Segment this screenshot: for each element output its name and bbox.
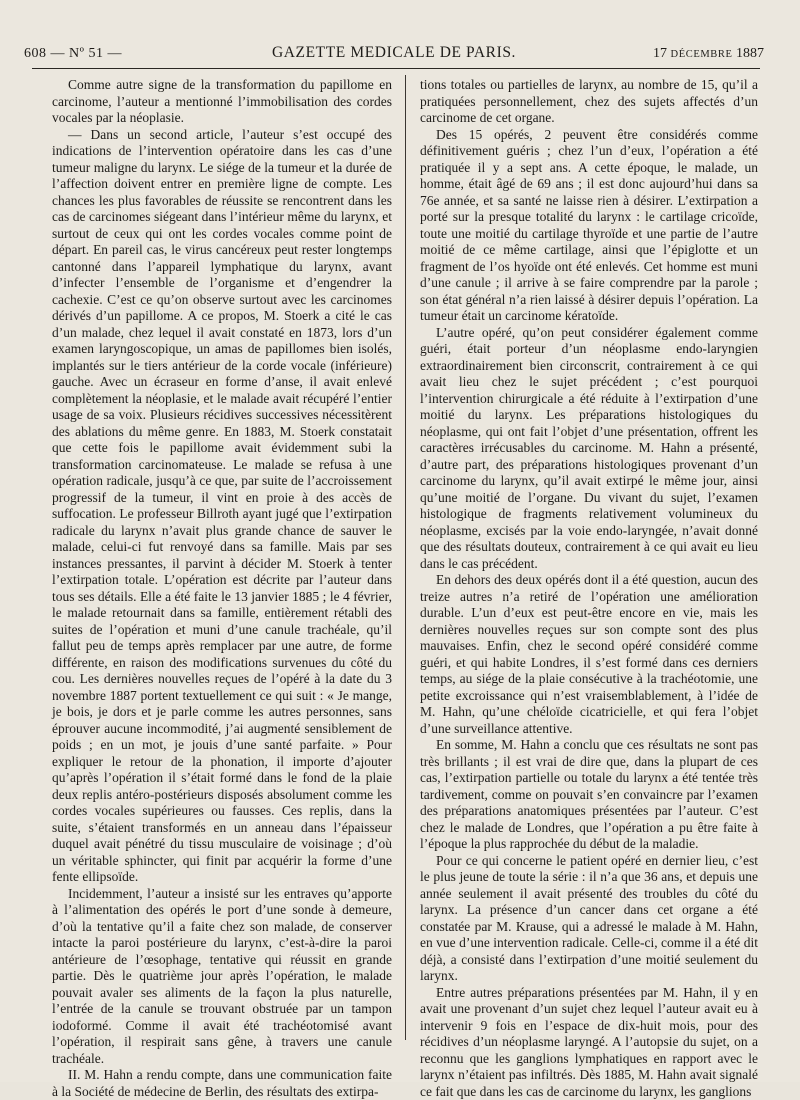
paragraph: L’autre opéré, qu’on peut considérer également comme guéri, était porteur d’un néoplasme endo-laryngien extraordinairement bien circonscrit, contrairement à ce qui avait lieu chez le sujet précédent ; c’est pourquoi l’intervention chirurgicale a été réduite à l’extirpation d’une moitié du larynx. Les préparations histologiques du néoplasme, qui ont fait l’objet d’une présentation, offrent les caractères irrécusables du carcinome. M. Hahn a présenté, d’autre part, des préparations histologiques provenant d’un carcinome du larynx, qu’il avait extirpé le même jour, ainsi qu’une moitié de l’organe. Du vivant du sujet, l’examen histologique de fragments relativement volumineux du néoplasme, excisés par la voie endo-laryngée, n’avait donné que des résultats douteux, contrairement à ce qui avait eu lieu dans le cas précédent.: [420, 325, 758, 573]
paragraph: — Dans un second article, l’auteur s’est occupé des indications de l’intervention opératoire dans les cas d’une tumeur maligne du larynx. Le siége de la tumeur et la durée de l’affection doivent entrer en première ligne de compte. Les chances les plus favorables de réussite se rencontrent dans les cas de carcinomes siégeant dans l’intérieur même du larynx, et surtout de ceux qui ont les cordes vocales comme point de départ. En pareil cas, le virus cancéreux peut rester longtemps cantonné dans l’appareil lymphatique du larynx, avant d’infecter l’ensemble de l’organisme et d’engendrer la cachexie. C’est ce qu’on observe surtout avec les carcinomes dérivés d’un papillome. A ce propos, M. Stoerk a cité le cas d’un malade, chez lequel il avait constaté en 1873, lors d’un examen laryngoscopique, un amas de papillomes bien isolés, implantés sur le tiers antérieur de la corde vocale (inférieure) gauche. Avec un écraseur en forme d’anse, il avait enlevé complètement la néoplasie, et le malade avait récupéré l’entier usage de sa voix. Plusieurs récidives successives nécessitèrent des ablations du même genre. En 1883, M. Stoerk constatait que cette fois le papillome avait évidemment subi la transformation carcinomateuse. Le malade se refusa à une opération radicale, jusqu’à ce que, par suite de l’accroissement progressif de la tumeur, il vint en proie à des accès de suffocation. Le professeur Billroth ayant jugé que l’extirpation radicale du larynx n’avait plus grande chance de sauver le malade, celui-ci fut renvoyé dans sa famille. Mais par ses instances pressantes, il parvint à décider M. Stoerk à tenter l’extirpation totale. L’opération est décrite par l’auteur dans tous ses détails. Elle a été faite le 13 janvier 1885 ; le 4 février, le malade retournait dans sa famille, entièrement rétabli des suites de l’opération et muni d’une canule trachéale, qu’il fallut peu de temps après remplacer par une autre, de forme différente, en raison des modifications survenues du côté du cou. Les dernières nouvelles reçues de l’opéré à la date du 3 novembre 1887 portent textuellement ce qui suit : « Je mange, je bois, je dors et je parle comme les autres personnes, sans éprouver aucune incommodité, j’ai augmenté sensiblement de poids ; en un mot, je jouis d’une santé parfaite. » Pour expliquer le retour de la phonation, il importe d’ajouter qu’après l’opération il s’était formé dans le fond de la plaie deux replis antéro-postérieurs disposés absolument comme les cordes vocales supérieures ou fausses. Ces replis, dans la suite, s’étaient transformés en un anneau dans l’épaisseur duquel avait pénétré du tissu musculaire de voisinage ; d’où un véritable sphincter, qui finit par acquérir la forme d’une fente ellipsoïde.: [52, 127, 392, 886]
paragraph: Entre autres préparations présentées par M. Hahn, il y en avait une provenant d’un sujet chez lequel l’auteur avait eu à intervenir 9 fois en l’espace de dix-huit mois, pour des récidives d’un néoplasme laryngé. A l’autopsie du sujet, on a reconnu que les ganglions lymphatiques en rapport avec le larynx n’étaient pas infiltrés. Dès 1885, M. Hahn avait signalé ce fait que dans les cas de carcinome du larynx, les ganglions: [420, 985, 758, 1100]
page-number: 608: [24, 46, 47, 61]
paragraph: En dehors des deux opérés dont il a été question, aucun des treize autres n’a retiré de l’opération une amélioration durable. L’un d’eux est peut-être encore en vie, mais les dernières nouvelles reçues sur son compte sont des plus mauvaises. Enfin, chez le second opéré considéré comme guéri, et qui habite Londres, il s’est formé dans ces derniers temps, au siége de la plaie consécutive à la trachéotomie, une petite excroissance qui n’est vraisemblablement, à l’idée de M. Hahn, qu’une chéloïde cicatricielle, et qui fera l’objet d’une surveillance attentive.: [420, 572, 758, 737]
paragraph: Incidemment, l’auteur a insisté sur les entraves qu’apporte à l’alimentation des opérés le port d’une sonde à demeure, d’où la tentative qu’il a faite chez son malade, de conserver intacte la paroi postérieure du larynx, c’est-à-dire la paroi antérieure de l’œsophage, tentative qui réussit en grande partie. Dès le quatrième jour après l’opération, le malade pouvait avaler ses aliments de la façon la plus naturelle, l’entrée de la canule se trouvant obstruée par un tampon iodoformé. Comme il avait été trachéotomisé avant l’opération, il respirait sans gêne, à travers une canule trachéale.: [52, 886, 392, 1068]
paragraph: En somme, M. Hahn a conclu que ces résultats ne sont pas très brillants ; il est vrai de dire que, dans la plupart de ces cas, l’extirpation partielle ou totale du larynx a été tentée très tardivement, comme on pouvait s’en convaincre par l’examen des préparations anatomiques présentées par l’auteur. C’est chez le malade de Londres, que l’opération a pu être faite à l’époque la plus rapprochée du début de la maladie.: [420, 737, 758, 853]
paragraph: Pour ce qui concerne le patient opéré en dernier lieu, c’est le plus jeune de toute la série : il n’a que 36 ans, et depuis une année seulement il avait présenté des troubles du côté du larynx. La présence d’un cancer dans cet organe a été constatée par M. Krause, qui a adressé le malade à M. Hahn, en vue d’une intervention radicale. Celle-ci, comme il a été dit déjà, a consisté dans l’extirpation d’une moitié seulement du larynx.: [420, 853, 758, 985]
column-divider: [405, 75, 406, 1040]
header-rule: [32, 68, 760, 69]
date-month: DÉCEMBRE: [671, 49, 733, 60]
paragraph: Des 15 opérés, 2 peuvent être considérés comme définitivement guéris ; chez l’un d’eux, l’opération a été pratiquée il y a sept ans. A cette époque, le malade, un homme, était âgé de 69 ans ; il est donc aujourd’hui dans sa 76e année, et sa santé ne laisse rien à désirer. L’extirpation a porté sur la presque totalité du larynx : le cartilage cricoïde, toute une moitié du cartilage thyroïde et une partie de l’autre moitié de ce même cartilage, ainsi que l’épiglotte et un fragment de l’os hyoïde ont été enlevés. Cet homme est muni d’une canule ; il arrive à se faire comprendre par la parole ; son état général n’a rien laissé à désirer depuis l’opération. La tumeur était un carcinome kératoïde.: [420, 127, 758, 325]
date-year: 1887: [736, 46, 764, 61]
issue-number: — Nº 51 —: [51, 46, 122, 61]
date-day: 17: [653, 46, 667, 61]
paragraph: Comme autre signe de la transformation du papillome en carcinome, l’auteur a mentionné l’immobilisation des cordes vocales par la néoplasie.: [52, 77, 392, 127]
paragraph: II. M. Hahn a rendu compte, dans une communication faite à la Société de médecine de Berlin, des résultats des extirpa-: [52, 1067, 392, 1100]
left-column: [52, 77, 392, 1100]
paragraph: tions totales ou partielles de larynx, au nombre de 15, qu’il a pratiquées personnellement, chez des sujets affectés d’un carcinome de cet organe.: [420, 77, 758, 127]
issue-date: [653, 46, 764, 62]
running-head: [24, 42, 764, 66]
right-column: [420, 77, 758, 1100]
journal-title: GAZETTE MEDICALE DE PARIS.: [24, 44, 764, 62]
